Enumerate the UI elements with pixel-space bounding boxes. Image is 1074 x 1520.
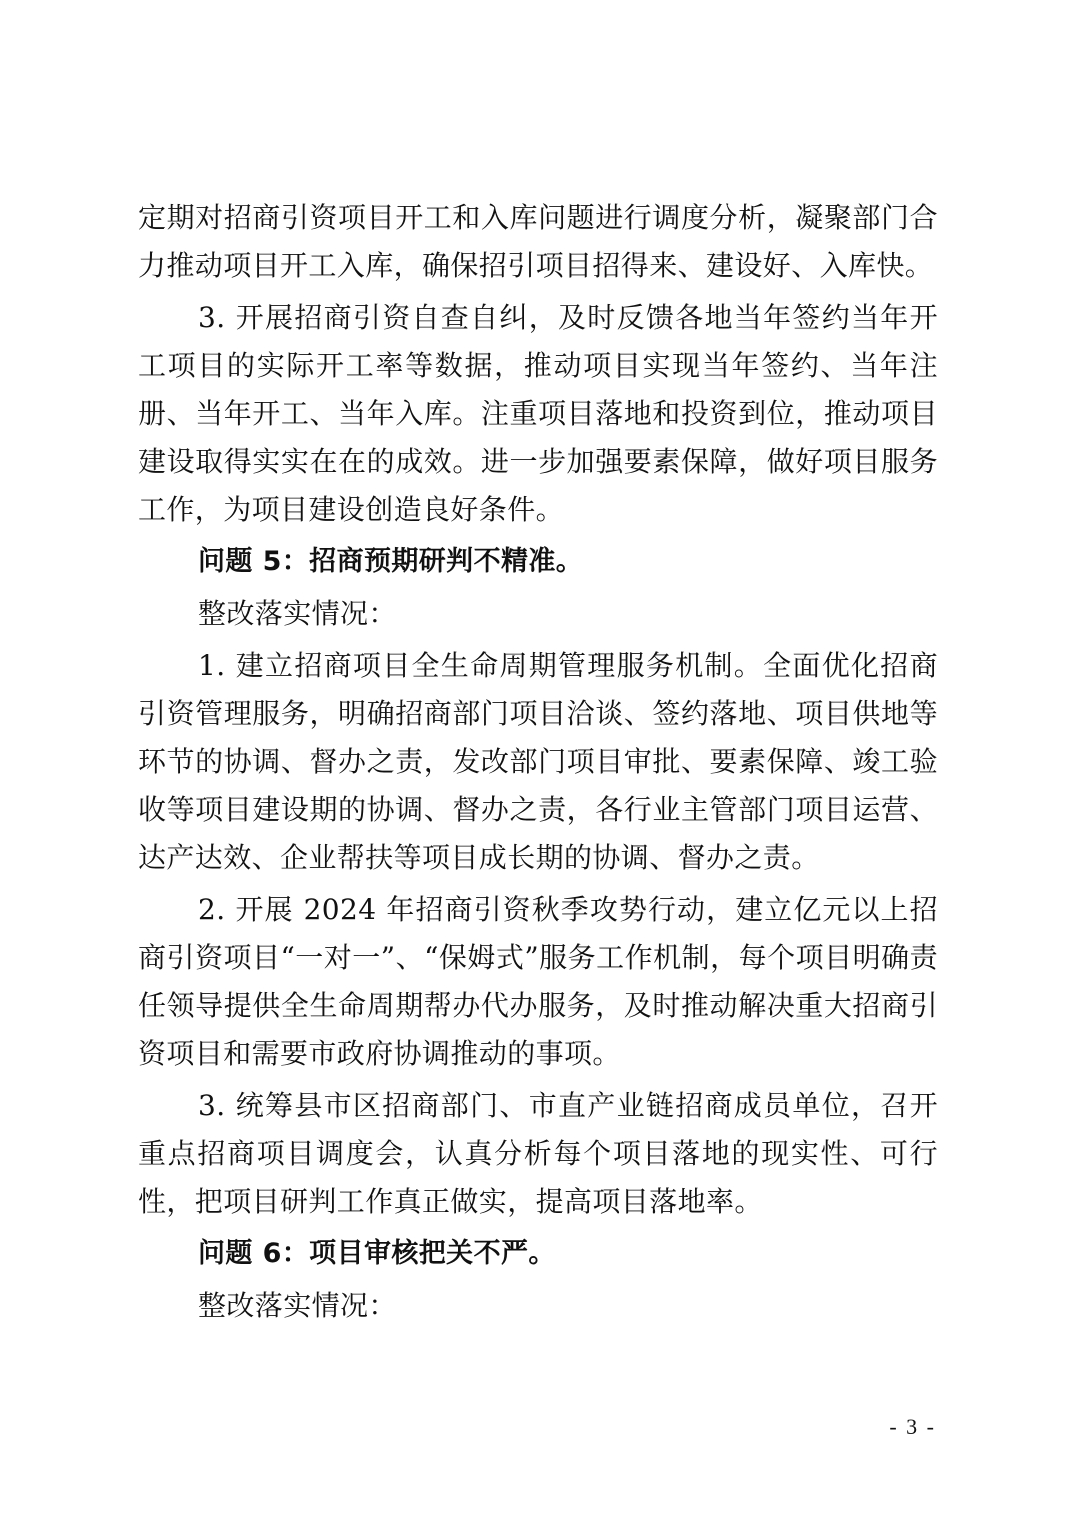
body-paragraph-1: 定期对招商引资项目开工和入库问题进行调度分析，凝聚部门合力推动项目开工入库，确保招引项目招得来、建设好、入库快。 bbox=[138, 201, 938, 282]
rectification-label-1: 整改落实情况： bbox=[198, 597, 397, 630]
issue-6-heading: 问题 6：项目审核把关不严。 bbox=[198, 1238, 556, 1269]
body-paragraph-5: 3. 统筹县市区招商部门、市直产业链招商成员单位，召开重点招商项目调度会，认真分析每个项目落地的现实性、可行性，把项目研判工作真正做实，提高项目落地率。 bbox=[138, 1089, 938, 1218]
issue-5-heading: 问题 5：招商预期研判不精准。 bbox=[198, 546, 584, 577]
body-paragraph-2: 3. 开展招商引资自查自纠，及时反馈各地当年签约当年开工项目的实际开工率等数据，推动项目实现当年签约、当年注册、当年开工、当年入库。注重项目落地和投资到位，推动项目建设取得实实在在的成效。进一步加强要素保障，做好项目服务工作，为项目建设创造良好条件。 bbox=[138, 301, 938, 526]
rectification-label-2: 整改落实情况： bbox=[198, 1289, 397, 1322]
page-number: - 3 - bbox=[889, 1414, 936, 1439]
body-paragraph-4: 2. 开展 2024 年招商引资秋季攻势行动，建立亿元以上招商引资项目“一对一”、“保姆式”服务工作机制，每个项目明确责任领导提供全生命周期帮办代办服务，及时推动解决重大招商引资项目和需要市政府协调推动的事项。 bbox=[138, 893, 938, 1070]
document-body bbox=[138, 194, 938, 1334]
body-paragraph-3: 1. 建立招商项目全生命周期管理服务机制。全面优化招商引资管理服务，明确招商部门项目洽谈、签约落地、项目供地等环节的协调、督办之责，发改部门项目审批、要素保障、竣工验收等项目建设期的协调、督办之责，各行业主管部门项目运营、达产达效、企业帮扶等项目成长期的协调、督办之责。 bbox=[138, 649, 938, 874]
